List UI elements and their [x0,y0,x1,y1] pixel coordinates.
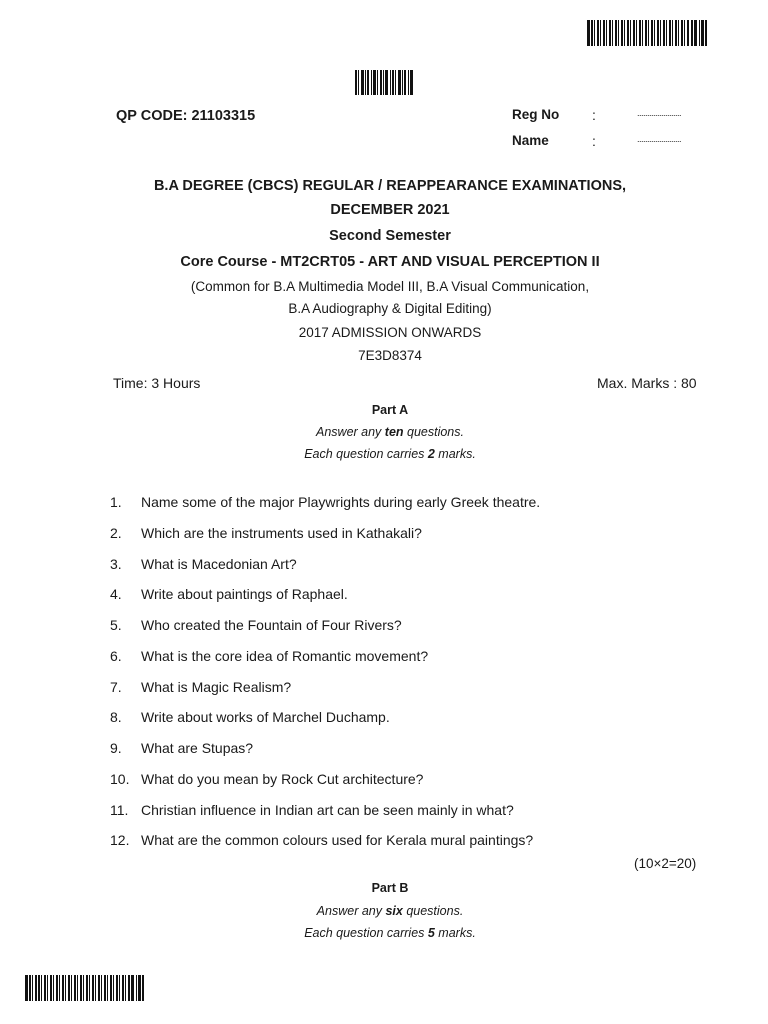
question-text: Name some of the major Playwrights during early Greek theatre. [141,494,541,510]
part-a-instr-pre: Answer any [316,425,385,439]
question-text: Write about works of Marchel Duchamp. [141,709,390,725]
name-colon: : [592,133,596,149]
top-right-barcode [587,20,717,46]
question-text: What are the common colours used for Kerala mural paintings? [141,832,534,848]
qp-code: QP CODE: 21103315 [116,108,256,124]
question-number: 8. [110,709,122,725]
question-text: Who created the Fountain of Four Rivers? [141,617,402,633]
name-dots: ...................... [637,134,682,144]
question-number: 10. [110,771,130,787]
part-b-instr-count: six [385,904,403,918]
exam-title-line1: B.A DEGREE (CBCS) REGULAR / REAPPEARANCE EXAMINATIONS, [153,178,627,194]
question-number: 3. [110,556,122,572]
question-text: Which are the instruments used in Kathakali? [141,525,422,541]
question-number: 1. [110,494,122,510]
question-number: 7. [110,679,122,695]
part-a-instr-post: questions. [403,425,464,439]
part-b-title: Part B [371,881,409,895]
part-a-carries-pre: Each question carries [304,447,428,461]
part-b-instr-post: questions. [402,904,464,918]
question-number: 6. [110,648,122,664]
question-number: 9. [110,740,122,756]
part-a-carries-post: marks. [434,447,476,461]
part-b-instruction [0,904,768,918]
question-text: What is Macedonian Art? [141,556,297,572]
part-a-total: (10×2=20) [634,856,697,871]
admission: 2017 ADMISSION ONWARDS [298,325,482,340]
center-barcode [355,70,429,95]
course-title: Core Course - MT2CRT05 - ART AND VISUAL PERCEPTION II [180,254,600,270]
question-number: 5. [110,617,122,633]
part-a-title: Part A [371,403,409,417]
part-a-marks-note [0,447,768,461]
semester: Second Semester [329,228,451,244]
part-a-carries-count: 2 [427,447,435,461]
question-number: 12. [110,832,130,848]
part-b-marks-note [0,926,768,940]
exam-title-line2: DECEMBER 2021 [330,202,450,218]
question-text: What are Stupas? [141,740,254,756]
part-a-instruction [0,425,768,439]
time: Time: 3 Hours [113,375,201,391]
question-number: 4. [110,586,122,602]
max-marks: Max. Marks : 80 [597,375,697,391]
reg-no-colon: : [592,107,596,123]
question-text: Christian influence in Indian art can be seen mainly in what? [141,802,514,818]
common-for-line1: (Common for B.A Multimedia Model III, B.A Visual Communication, [190,279,590,294]
part-b-instr-pre: Answer any [316,904,386,918]
reg-no-label: Reg No [512,107,560,122]
paper-code: 7E3D8374 [358,348,422,363]
question-text: What is Magic Realism? [141,679,292,695]
question-number: 11. [110,802,129,818]
part-b-carries-post: marks. [434,926,476,940]
part-b-carries-pre: Each question carries [304,926,428,940]
question-text: What is the core idea of Romantic movement? [141,648,429,664]
name-label: Name [512,133,549,148]
part-a-instr-count: ten [384,425,404,439]
question-text: What do you mean by Rock Cut architecture? [141,771,424,787]
bottom-left-barcode [25,975,155,1001]
question-number: 2. [110,525,122,541]
question-text: Write about paintings of Raphael. [141,586,348,602]
common-for-line2: B.A Audiography & Digital Editing) [288,301,492,316]
part-b-carries-count: 5 [427,926,435,940]
reg-no-dots: ...................... [637,108,682,118]
